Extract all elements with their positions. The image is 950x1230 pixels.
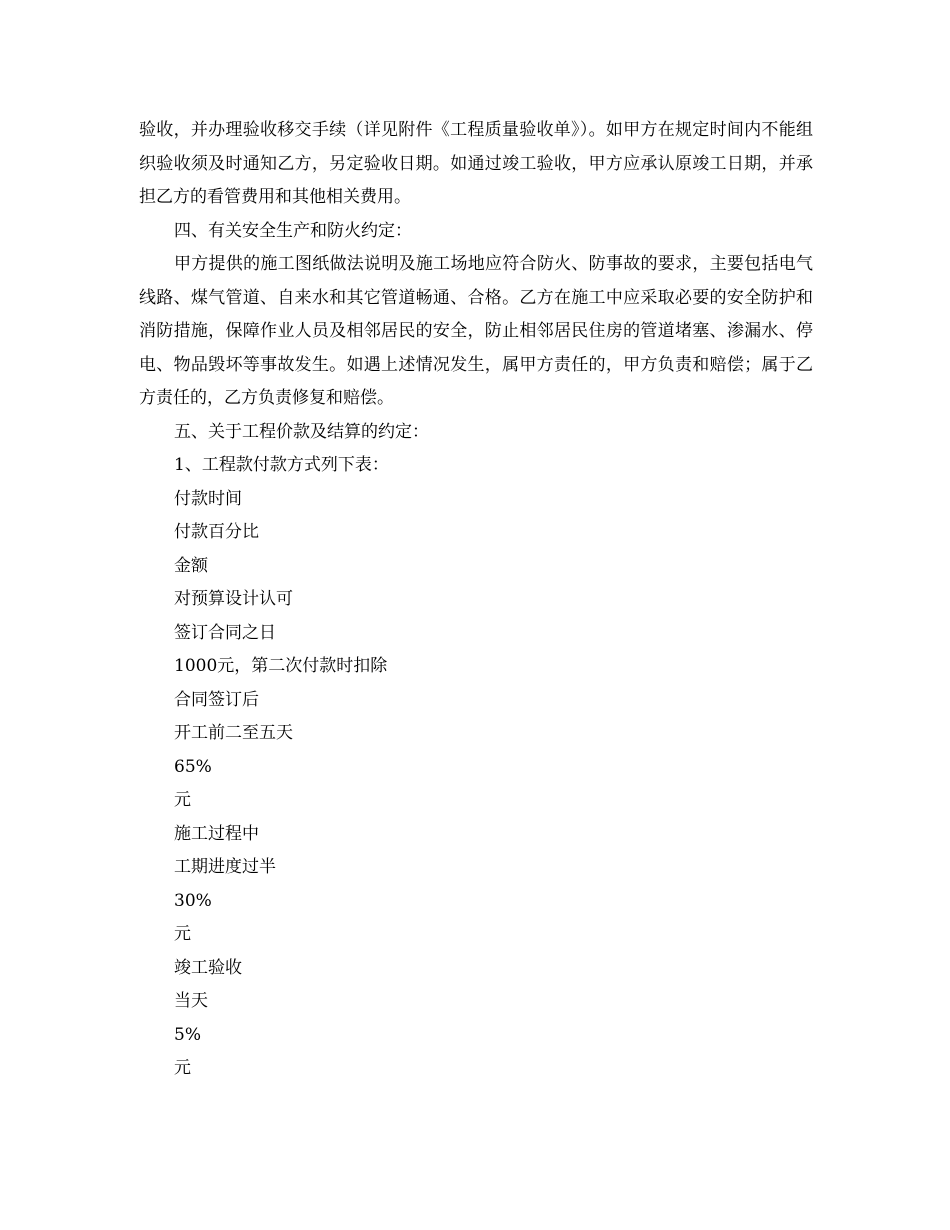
table-cell-line: 元	[174, 1058, 191, 1078]
table-cell-line: 5%	[174, 1024, 201, 1045]
table-cell-line: 竣工验收	[174, 957, 242, 978]
acceptance-paragraph: 验收，并办理验收移交手续（详见附件《工程质量验收单》）。如甲方在规定时间内不能组织验收须及时通知乙方，另定验收日期。如通过竣工验收，甲方应承认原竣工日期，并承担乙方的看管费用和其他相关费用。	[139, 120, 813, 207]
section-4-body: 甲方提供的施工图纸做法说明及施工场地应符合防火、防事故的要求，主要包括电气线路、煤气管道、自来水和其它管道畅通、合格。乙方在施工中应采取必要的安全防护和消防措施，保障作业人员及相邻居民的安全，防止相邻居民住房的管道堵塞、渗漏水、停电、物品毁坏等事故发生。如遇上述情况发生，属甲方责任的，甲方负责和赔偿；属于乙方责任的，乙方负责修复和赔偿。	[139, 254, 813, 408]
table-cell-line: 合同签订后	[174, 689, 259, 710]
table-cell-line: 开工前二至五天	[174, 723, 293, 743]
table-cell-line: 付款时间	[174, 488, 242, 509]
payment-table-lines	[139, 483, 813, 1086]
table-cell-line: 对预算设计认可	[174, 589, 293, 609]
table-cell-line: 65%	[174, 756, 212, 777]
table-cell-line: 付款百分比	[174, 522, 259, 542]
document-body	[139, 114, 813, 1086]
table-cell-line: 金额	[174, 555, 208, 576]
table-cell-line: 施工过程中	[174, 823, 259, 844]
section-4-heading: 四、有关安全生产和防火约定：	[174, 220, 412, 241]
table-cell-line: 当天	[174, 991, 208, 1011]
table-cell-line: 工期进度过半	[174, 857, 276, 877]
payment-intro: 1、工程款付款方式列下表：	[174, 455, 389, 475]
section-5-heading: 五、关于工程价款及结算的约定：	[174, 421, 429, 442]
table-cell-line: 1000元，第二次付款时扣除	[174, 656, 388, 676]
table-cell-line: 元	[174, 790, 191, 810]
table-cell-line: 30%	[174, 890, 212, 911]
table-cell-line: 签订合同之日	[174, 622, 276, 643]
table-cell-line: 元	[174, 924, 191, 944]
